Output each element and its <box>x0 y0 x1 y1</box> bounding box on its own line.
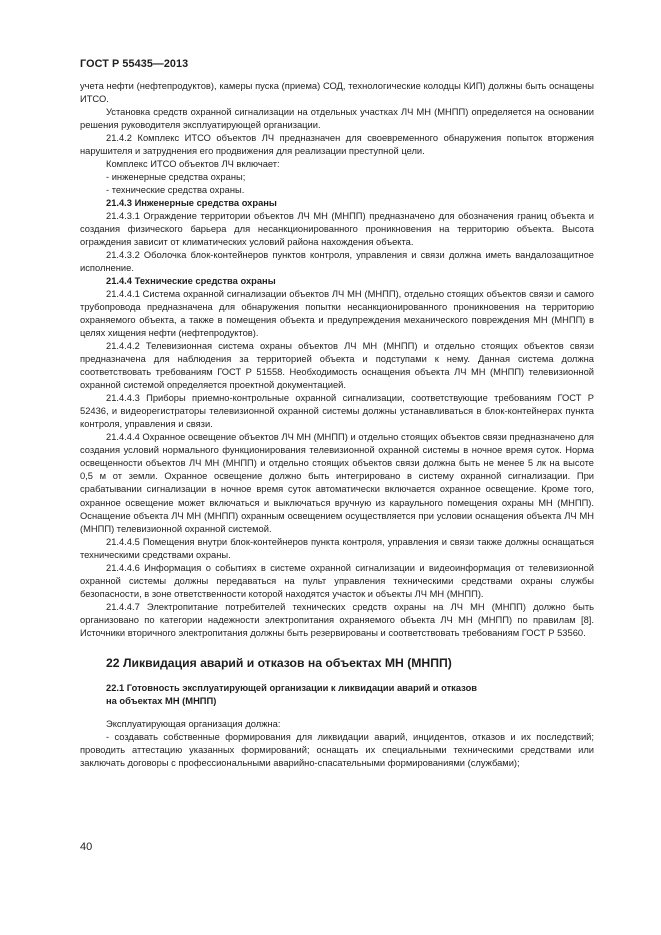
paragraph: 21.4.3.1 Ограждение территории объектов ЛЧ МН (МНПП) предназначено для обозначения границ объекта и создания физического барьера для несанкционированного проникновения на территорию объекта. Высота ограждения зависит от климатических условий района нахождения объекта. <box>80 211 594 248</box>
paragraph: Комплекс ИТСО объектов ЛЧ включает: <box>106 159 280 170</box>
paragraph: Установка средств охранной сигнализации на отдельных участках ЛЧ МН (МНПП) определяется на основании решения руководителя эксплуатирующей организации. <box>80 107 594 131</box>
paragraph: 21.4.2 Комплекс ИТСО объектов ЛЧ предназначен для своевременного обнаружения попыток вторжения нарушителя и затруднения его продвижения для реализации преступной цели. <box>80 133 594 157</box>
document-body <box>80 80 594 770</box>
spacer <box>80 640 594 653</box>
subsection-heading: 21.4.4 Технические средства охраны <box>106 276 276 287</box>
page-number: 40 <box>80 841 93 853</box>
paragraph: - создавать собственные формирования для ликвидации аварий, инцидентов, отказов и их последствий; проводить аттестацию указанных формирований; оснащать их специальными техническими средствами или заключать договоры с профессиональными аварийно-спасательными формированиями (службами); <box>80 731 594 768</box>
list-item: - инженерные средства охраны; <box>106 172 246 183</box>
paragraph: 21.4.4.7 Электропитание потребителей технических средств охраны на ЛЧ МН (МНПП) должно быть организовано по категории надежности электропитания охраняемого объекта ЛЧ МН (МНПП) по правилам [8]. Источники вторичного электропитания должны быть резервированы и соответствовать требованиям ГОСТ Р 53560. <box>80 601 594 638</box>
paragraph: учета нефти (нефтепродуктов), камеры пуска (приема) СОД, технологические колодцы КИП) должны быть оснащены ИТСО. <box>80 81 594 105</box>
document-header: ГОСТ Р 55435—2013 <box>80 58 189 70</box>
paragraph: 21.4.4.4 Охранное освещение объектов ЛЧ МН (МНПП) и отдельно стоящих объектов связи предназначено для создания условий нормального функционирования телевизионной охранной системы в ночное время суток. Норма освещенности объектов ЛЧ МН (МНПП) и отдельно стоящих объектов связи должна быть не менее 5 лк на высоте 0,5 м от земли. Охранное освещение должно быть интегрировано в систему охранной сигнализации. При срабатывании сигнализации в ночное время суток автоматически включается охранное освещение. Кроме того, охранное освещение может включаться и выключаться вручную из караульного помещения охраны МН (МНПП). Оснащение объекта ЛЧ МН (МНПП) охранным освещением осуществляется при условии оснащения объекта ЛЧ МН (МНПП) телевизионной охранной системой. <box>80 432 594 534</box>
subsection-heading: 21.4.3 Инженерные средства охраны <box>106 198 277 209</box>
paragraph: 21.4.4.3 Приборы приемно-контрольные охранной сигнализации, соответствующие требованиям ГОСТ Р 52436, и видеорегистраторы телевизионной охранной системы должны устанавливаться в блок-контейнерах пункта контроля, управления и связи. <box>80 393 594 430</box>
subsection-title: 22.1 Готовность эксплуатирующей организации к ликвидации аварий и отказов <box>106 682 478 693</box>
paragraph: 21.4.4.6 Информация о событиях в системе охранной сигнализации и видеоинформация от телевизионной охранной системы должны передаваться на пульт управления техническими средствами охраны службы безопасности, в зоне ответственности которой находятся участок и объекты ЛЧ МН (МНПП). <box>80 562 594 599</box>
paragraph: Эксплуатирующая организация должна: <box>106 718 281 729</box>
subsection-title: на объектах МН (МНПП) <box>106 695 217 706</box>
paragraph: 21.4.3.2 Оболочка блок-контейнеров пунктов контроля, управления и связи должна иметь вандалозащитное исполнение. <box>80 250 594 274</box>
list-item: - технические средства охраны. <box>106 185 245 196</box>
paragraph: 21.4.4.2 Телевизионная система охраны объектов ЛЧ МН (МНПП) и отдельно стоящих объектов связи предназначена для наблюдения за территорией объекта и подступами к нему. Данная система должна соответствовать требованиям ГОСТ Р 51558. Необходимость оснащения объекта ЛЧ МН (МНПП) телевизионной охранной системой определяется проектной документацией. <box>80 341 594 391</box>
paragraph: 21.4.4.1 Система охранной сигнализации объектов ЛЧ МН (МНПП), отдельно стоящих объектов связи и самого трубопровода предназначена для обнаружения попытки несанкционированного проникновения на территорию охраняемого объекта, а также в помещения объекта и предупреждения механического повреждения МН (МНПП) в целях хищения нефти (нефтепродуктов). <box>80 289 594 339</box>
spacer <box>80 670 594 682</box>
paragraph: 21.4.4.5 Помещения внутри блок-контейнеров пункта контроля, управления и связи также должны оснащаться техническими средствами охраны. <box>80 536 594 560</box>
section-heading: 22 Ликвидация аварий и отказов на объектах МН (МНПП) <box>106 655 452 670</box>
spacer <box>80 708 594 718</box>
